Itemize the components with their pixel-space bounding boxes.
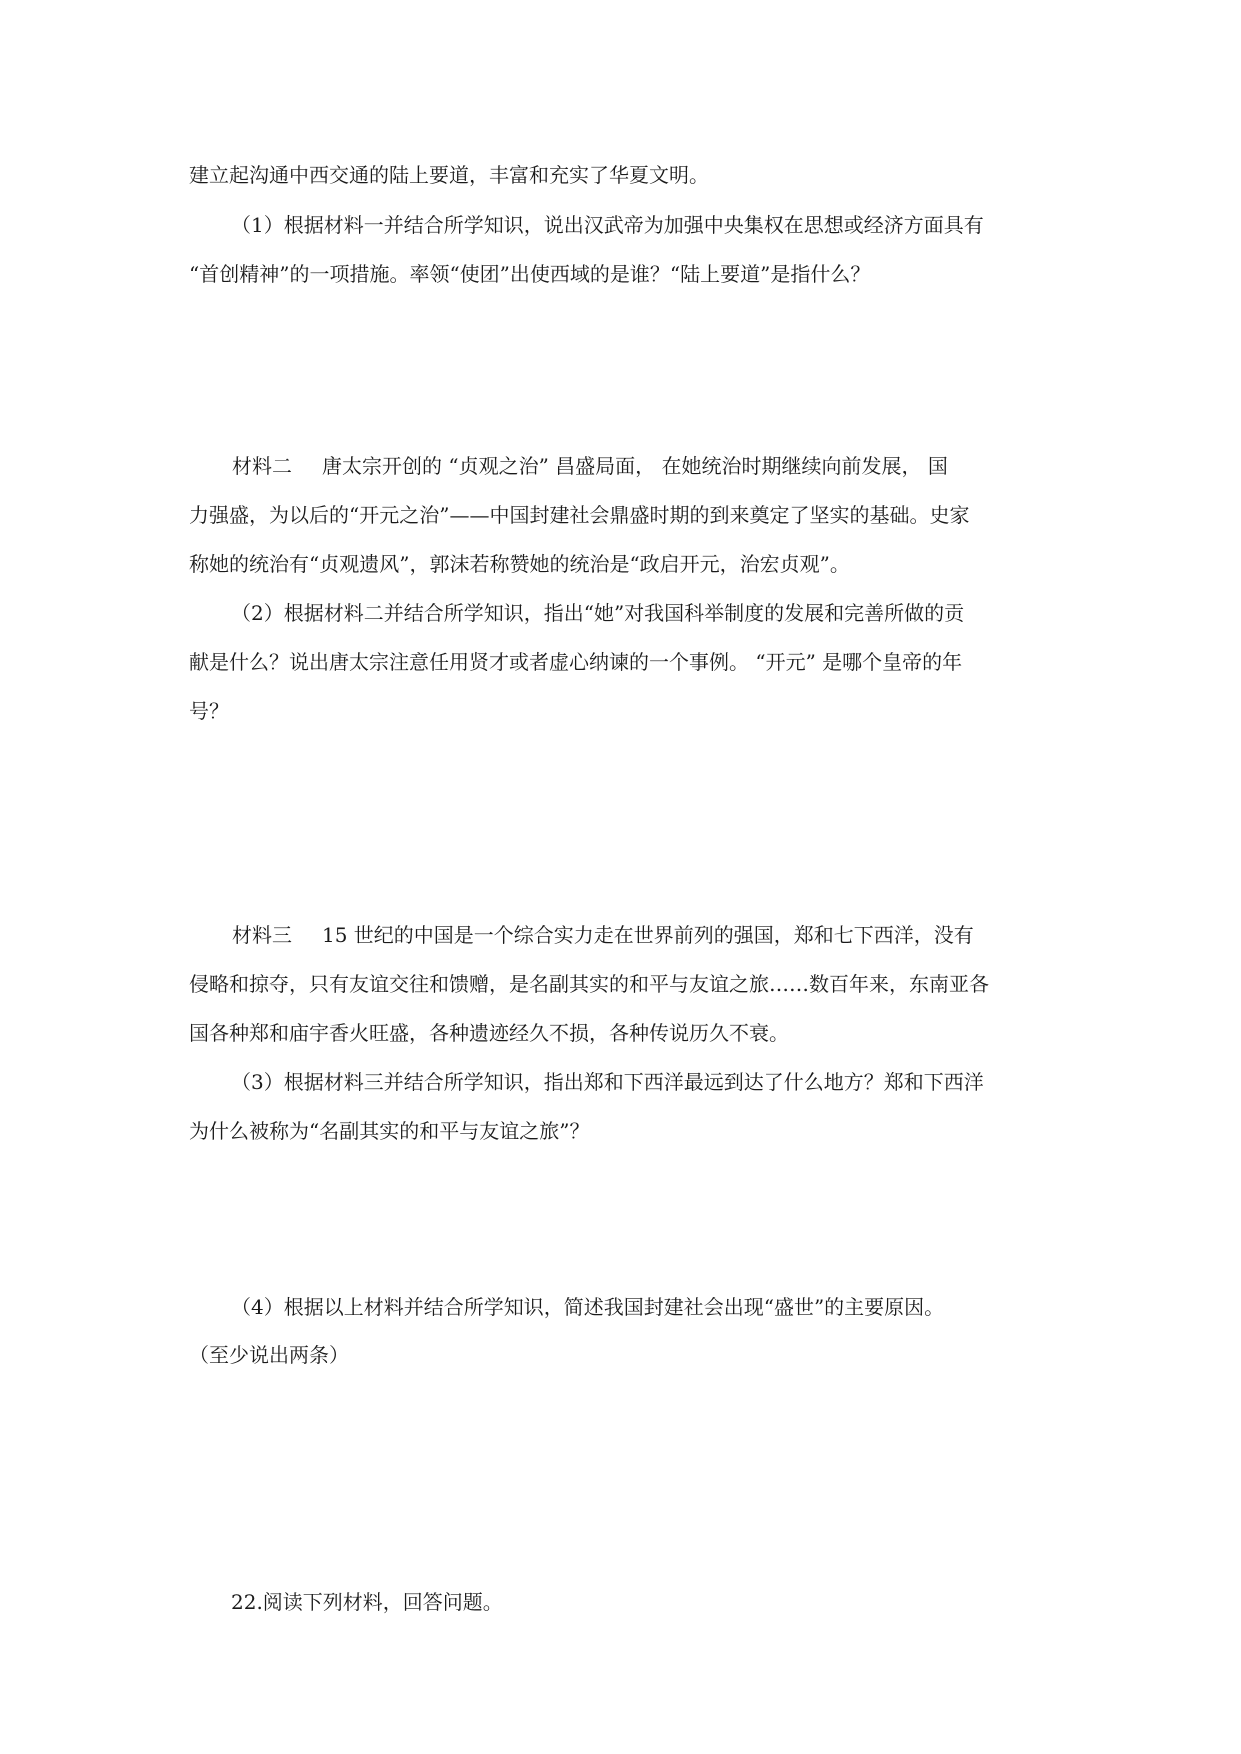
answer-space-4[interactable] <box>189 1385 1049 1560</box>
material-three-text-1: 15 世纪的中国是一个综合实力走在世界前列的强国，郑和七下西洋，没有 <box>322 923 974 947</box>
question-4-line-1: （4）根据以上材料并结合所学知识，简述我国封建社会出现“盛世”的主要原因。 <box>231 1295 945 1319</box>
answer-space-3[interactable] <box>189 1160 1049 1270</box>
answer-space-2[interactable] <box>189 735 1049 895</box>
question-4-line-2: （至少说出两条） <box>189 1343 349 1367</box>
material-two-label: 材料二 <box>232 454 292 478</box>
material-two-line-3: 称她的统治有“贞观遗风”，郭沫若称赞她的统治是“政启开元，治宏贞观”。 <box>189 552 850 576</box>
material-three-line-2: 侵略和掠夺，只有友谊交往和馈赠，是名副其实的和平与友谊之旅……数百年来，东南亚各 <box>189 972 989 996</box>
material-two-line-1 <box>232 454 948 478</box>
question-2-line-1: （2）根据材料二并结合所学知识，指出“她”对我国科举制度的发展和完善所做的贡 <box>231 601 965 625</box>
question-1-line-2: “首创精神”的一项措施。率领“使团”出使西域的是谁？“陆上要道”是指什么？ <box>189 262 871 286</box>
material-three-label: 材料三 <box>232 923 292 947</box>
question-2-line-2: 献是什么？说出唐太宗注意任用贤才或者虚心纳谏的一个事例。 “开元” 是哪个皇帝的年 <box>189 650 963 674</box>
material-two-line-2: 力强盛，为以后的“开元之治”——中国封建社会鼎盛时期的到来奠定了坚实的基础。史家 <box>189 503 970 527</box>
material-two-text-1: 唐太宗开创的 “贞观之治” 昌盛局面， 在她统治时期继续向前发展， 国 <box>322 454 948 478</box>
question-22-heading: 22.阅读下列材料，回答问题。 <box>231 1590 503 1614</box>
material-three-line-3: 国各种郑和庙宇香火旺盛，各种遗迹经久不损，各种传说历久不衰。 <box>189 1021 789 1045</box>
answer-space-1[interactable] <box>189 300 1049 430</box>
question-2-line-3: 号？ <box>189 699 229 723</box>
question-3-line-1: （3）根据材料三并结合所学知识，指出郑和下西洋最远到达了什么地方？郑和下西洋 <box>231 1070 984 1094</box>
material-three-line-1 <box>232 923 974 947</box>
question-3-line-2: 为什么被称为“名副其实的和平与友谊之旅”？ <box>189 1119 590 1143</box>
question-1-line-1: （1）根据材料一并结合所学知识，说出汉武帝为加强中央集权在思想或经济方面具有 <box>231 213 984 237</box>
material-one-tail: 建立起沟通中西交通的陆上要道，丰富和充实了华夏文明。 <box>189 163 709 187</box>
